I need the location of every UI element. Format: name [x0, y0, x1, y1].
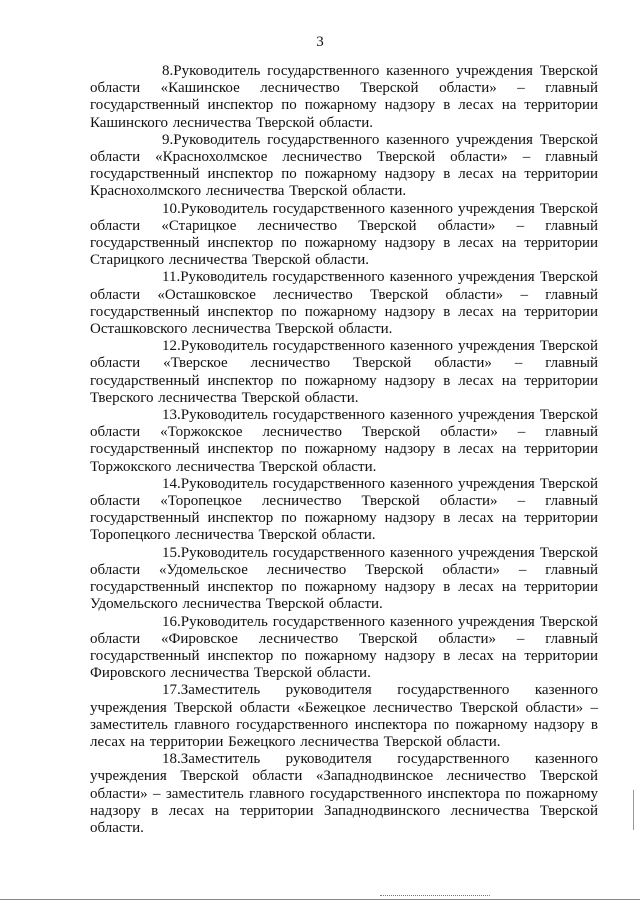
item-number: 14. [162, 475, 181, 492]
list-item [90, 407, 598, 476]
document-body [90, 63, 598, 837]
item-text: Руководитель государственного казенного учреждения Тверской области «Тверское лесничество Тверской области» – главный государственный инспектор по пожарному надзору в лесах на территории Тверского лесничества Тверской области. [90, 338, 598, 406]
item-text: Руководитель государственного казенного учреждения Тверской области «Фировское лесничество Тверской области» – главный государственный инспектор по пожарному надзору в лесах на территории Фировского лесничества Тверской области. [90, 613, 598, 682]
item-number: 17. [162, 682, 181, 699]
item-text: Руководитель государственного казенного учреждения Тверской области «Краснохолмское лесничество Тверской области» – главный государственный инспектор по пожарному надзору в лесах на территории Краснохолмского лесничества Тверской области. [90, 131, 598, 200]
list-item [90, 269, 598, 338]
item-text: Заместитель руководителя государственного казенного учреждения Тверской области «Бежецкое лесничество Тверской области» – заместитель главного государственного инспектора по пожарному надзору в лесах на территории Бежецкого лесничества Тверской области. [90, 682, 598, 750]
list-item [90, 682, 598, 751]
page-number: 3 [316, 34, 324, 50]
list-item [90, 201, 598, 270]
item-text: Заместитель руководителя государственного казенного учреждения Тверской области «Западнодвинское лесничество Тверской области» – заместитель главного государственного инспектора по пожарному надзору в лесах на территории Западнодвинского лесничества Тверской области. [90, 751, 598, 836]
list-item [90, 545, 598, 614]
item-number: 8. [162, 63, 174, 79]
item-number: 9. [162, 131, 174, 148]
list-item [90, 63, 598, 132]
item-text: Руководитель государственного казенного учреждения Тверской области «Осташковское лесничество Тверской области» – главный государственный инспектор по пожарному надзору в лесах на территории Осташковского лесничества Тверской области. [90, 269, 598, 338]
item-text: Руководитель государственного казенного учреждения Тверской области «Кашинское лесничество Тверской области» – главный государственный инспектор по пожарному надзору в лесах на территории Кашинского лесничества Тверской области. [90, 63, 598, 131]
list-item [90, 338, 598, 407]
item-number: 13. [162, 407, 181, 424]
item-number: 16. [162, 613, 181, 630]
scan-bottom-edge [0, 899, 640, 900]
item-number: 18. [162, 751, 181, 768]
item-text: Руководитель государственного казенного учреждения Тверской области «Торопецкое лесничество Тверской области» – главный государственный инспектор по пожарному надзору в лесах на территории Торопецкого лесничества Тверской области. [90, 475, 598, 544]
list-item [90, 132, 598, 201]
item-number: 12. [162, 338, 181, 355]
item-number: 11. [162, 269, 181, 286]
item-number: 15. [162, 544, 181, 561]
scan-edge-mark [633, 790, 634, 830]
list-item [90, 751, 598, 837]
item-text: Руководитель государственного казенного учреждения Тверской области «Торжокское лесничество Тверской области» – главный государственный инспектор по пожарному надзору в лесах на территории Торжокского лесничества Тверской области. [90, 407, 598, 475]
list-item [90, 614, 598, 683]
item-text: Руководитель государственного казенного учреждения Тверской области «Удомельское лесничество Тверской области» – главный государственный инспектор по пожарному надзору в лесах на территории Удомельского лесничества Тверской области. [90, 544, 598, 613]
item-number: 10. [162, 200, 181, 217]
list-item [90, 476, 598, 545]
item-text: Руководитель государственного казенного учреждения Тверской области «Старицкое лесничество Тверской области» – главный государственный инспектор по пожарному надзору в лесах на территории Старицкого лесничества Тверской области. [90, 200, 598, 269]
